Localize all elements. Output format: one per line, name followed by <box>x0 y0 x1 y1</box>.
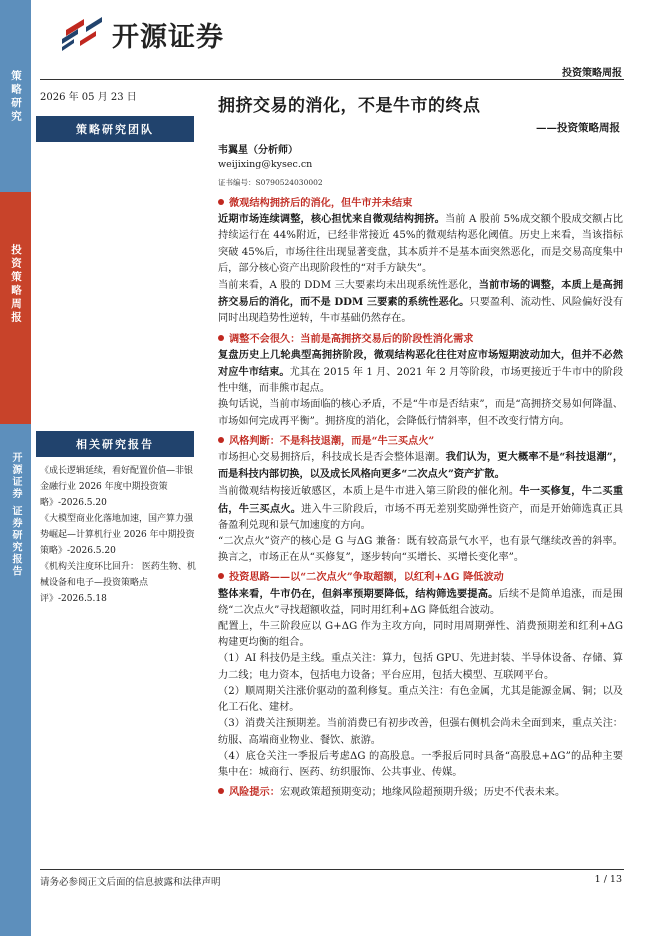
header-divider <box>40 79 624 80</box>
related-reports-list <box>40 463 198 607</box>
bullet-dot-icon <box>218 573 224 579</box>
page-number: 1 / 13 <box>594 874 622 885</box>
related-report-item[interactable]: 《大模型商业化落地加速，国产算力强势崛起—计算机行业 2026 年中期投资策略》-2026.5.20 <box>40 514 195 556</box>
section-heading: 投资思路——以“二次点火”争取超额，以红利+ΔG 降低波动 <box>218 569 623 585</box>
body-paragraph: （3）消费关注预期差。当前消费已有初步改善，但强右侧机会尚未全面到来，重点关注：纺服、高端商业物业、餐饮、旅游。 <box>218 718 623 746</box>
header-doc-type: 投资策略周报 <box>562 68 622 79</box>
related-report-item[interactable]: 《机构关注度环比回升： 医药生物、机械设备和电子—投资策略点评》-2026.5.18 <box>40 562 196 604</box>
bullet-dot-icon <box>218 199 224 205</box>
body-paragraph: 配置上，牛三阶段应以 G+ΔG 作为主攻方向，同时用周期弹性、消费预期差和红利+ΔG 构建更均衡的组合。 <box>218 621 623 649</box>
company-logo <box>58 16 224 52</box>
analyst-name: 韦翼星（分析师） <box>218 145 298 156</box>
analyst-cert: 证书编号：S0790524030002 <box>218 178 323 187</box>
footer-disclaimer: 请务必参阅正文后面的信息披露和法律声明 <box>40 877 221 888</box>
logo-mark-icon <box>58 17 104 51</box>
report-date: 2026 年 05 月 23 日 <box>40 92 137 103</box>
related-report-item[interactable]: 《成长逻辑延续，看好配置价值—非银金融行业 2026 年度中期投资策略》-2026.5.20 <box>40 466 194 508</box>
sidebar-strip-label: 投资策略周报 <box>10 244 22 325</box>
body-paragraph: 整体来看，牛市仍在，但斜率预期要降低，结构筛选要提高。后续不是简单追涨，而是围绕“二次点火”寻找超额收益，同时用红利+ΔG 降低组合波动。 <box>218 587 624 616</box>
bullet-dot-icon <box>218 437 224 443</box>
analyst-email[interactable]: weijixing@kysec.cn <box>218 159 313 170</box>
report-subtitle: ——投资策略周报 <box>536 122 620 134</box>
body-paragraph: （2）顺周期关注涨价驱动的盈利修复。重点关注：有色金属，尤其是能源金属、铜；以及化工石化、建材。 <box>218 685 623 714</box>
body-paragraph: （1）AI 科技仍是主线。重点关注：算力，包括 GPU、先进封装、半导体设备、存储、算力二线；电力资本，包括电力设备；平台应用，包括大模型、互联网平台。 <box>218 653 623 681</box>
bullet-dot-icon <box>218 788 224 794</box>
report-title: 拥挤交易的消化，不是牛市的终点 <box>218 96 481 116</box>
section-heading: 风格判断：不是科技退潮，而是“牛三买点火” <box>218 433 623 449</box>
sidebar-strip-category <box>0 0 31 192</box>
section-heading: 微观结构拥挤后的消化，但牛市并未结束 <box>218 195 623 211</box>
body-paragraph: 当前来看，A 股的 DDM 三大要素均未出现系统性恶化，当前市场的调整，本质上是高拥挤交易后的消化，而不是 DDM 三要素的系统性恶化。只要盈利、流动性、风险偏好没有同时出现趋势性逆转，牛市基础仍然存在。 <box>218 279 624 325</box>
body-paragraph: 当前微观结构接近敏感区，本质上是牛市进入第三阶段的催化剂。牛一买修复，牛二买重估，牛三买点火。进入牛三阶段后，市场不再无差别奖励弹性资产，而是开始筛选真正具备盈利兑现和景气加速度的方向。 <box>218 485 624 531</box>
body-paragraph: 复盘历史上几轮典型高拥挤阶段，微观结构恶化往往对应市场短期波动加大，但并不必然对应牛市结束。尤其在 2015 年 1 月、2021 年 2 月等阶段，市场更接近于牛市中的阶段性中继，而非熊市起点。 <box>218 348 624 395</box>
body-paragraph: （4）底仓关注一季报后考虑ΔG 的高股息。一季报后同时具备“高股息+ΔG”的品种主要集中在：城商行、医药、纺织服饰、公共事业、传媒。 <box>218 750 623 778</box>
body-paragraph: 换句话说，当前市场面临的核心矛盾，不是“牛市是否结束”，而是“高拥挤交易如何降温、市场如何完成再平衡”。拥挤度的消化，会降低行情斜率，但不改变行情方向。 <box>218 399 623 427</box>
related-reports-label: 相关研究报告 <box>36 431 194 457</box>
section-heading: 调整不会很久：当前是高拥挤交易后的阶段性消化需求 <box>218 331 623 347</box>
body-paragraph: 近期市场连续调整，核心担忧来自微观结构拥挤。当前 A 股前 5%成交额个股成交额占比持续运行在 44%附近，已经非常接近 45%的微观结构恶化阈值。历史上来看，当该指标突破 45%后，市场往往出现显著变盘，其本质并不是基本面突然恶化，而是交易高度集中后，部分核心资产出现阶段性的“对手方缺失”。 <box>218 213 623 274</box>
team-label-box: 策略研究团队 <box>36 116 194 142</box>
company-name: 开源证券 <box>112 21 224 53</box>
body-paragraph: “二次点火”资产的核心是 G 与ΔG 兼备：既有较高景气水平，也有景气继续改善的斜率。换言之，市场正在从“买修复”，逐步转向“买增长、买增长变化率”。 <box>218 536 623 564</box>
bullet-dot-icon <box>218 335 224 341</box>
risk-notice: 风险提示：宏观政策超预期变动；地缘风险超预期升级；历史不代表未来。 <box>218 784 623 801</box>
sidebar-strip-label: 策略研究 <box>10 70 22 124</box>
footer-divider <box>40 869 624 870</box>
sidebar-strip-company <box>0 424 31 936</box>
report-body <box>218 192 623 801</box>
sidebar-strip-doctype <box>0 192 31 424</box>
body-paragraph: 市场担心交易拥挤后，科技成长是否会整体退潮。我们认为，更大概率不是“科技退潮”，而是科技内部切换，以及成长风格向更多“二次点火”资产扩散。 <box>218 451 624 481</box>
sidebar-strip-label: 开源证券 证券研究报告 <box>10 452 21 578</box>
